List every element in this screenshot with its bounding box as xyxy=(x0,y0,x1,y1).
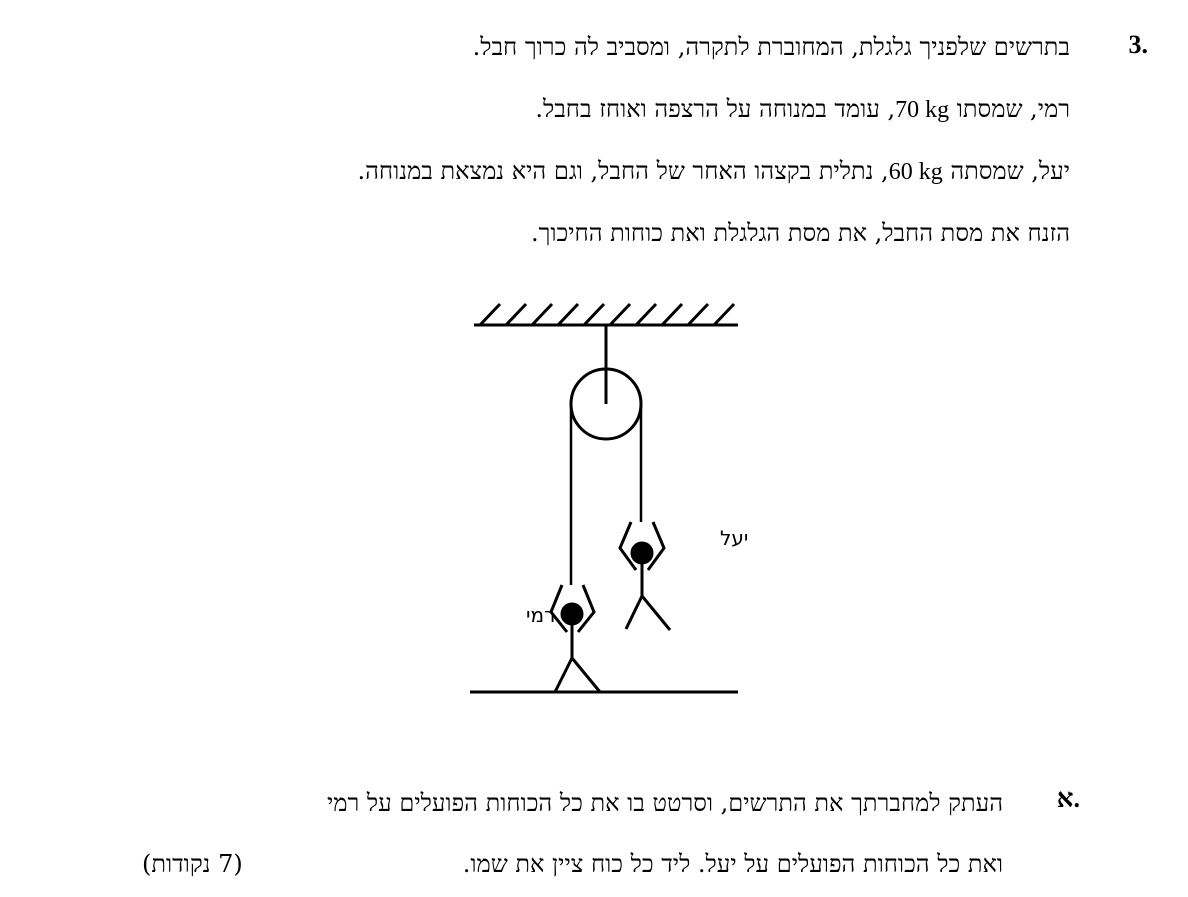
part-a-line-2: ואת כל הכוחות הפועלים על יעל. ליד כל כוח ציין את שמו. xyxy=(462,850,1003,878)
question-line-1: בתרשים שלפניך גלגלת, המחוברת לתקרה, ומסביב לה כרוך חבל. xyxy=(472,33,1070,61)
ceiling xyxy=(474,304,738,325)
question-line-2-end: , עומד במנוחה על הרצפה ואוחז בחבל. xyxy=(535,95,896,123)
question-line-4: הזנח את מסת החבל, את מסת הגלגלת ואת כוחות החיכוך. xyxy=(530,219,1070,247)
part-a-line-1: העתק למחברתך את התרשים, וסרטט בו את כל הכוחות הפועלים על רמי xyxy=(326,789,1003,817)
rami-figure xyxy=(551,585,600,692)
part-a-label: א. xyxy=(1056,784,1080,813)
label-rami: רמי xyxy=(526,603,556,627)
question-line-3-end: , נתלית בקצהו האחר של החבל, וגם היא נמצאת במנוחה. xyxy=(357,157,889,185)
question-line-3-start: יעל, שמסתה xyxy=(950,157,1070,185)
question-number: 3. xyxy=(1128,30,1148,59)
rami-mass: 70 kg xyxy=(895,97,950,123)
yael-mass: 60 kg xyxy=(888,159,943,185)
yael-figure xyxy=(620,522,670,630)
label-yael: יעל xyxy=(720,526,749,550)
part-a-points: (7 נקודות) xyxy=(142,850,243,878)
question-line-2-start: רמי, שמסתו xyxy=(956,95,1070,123)
